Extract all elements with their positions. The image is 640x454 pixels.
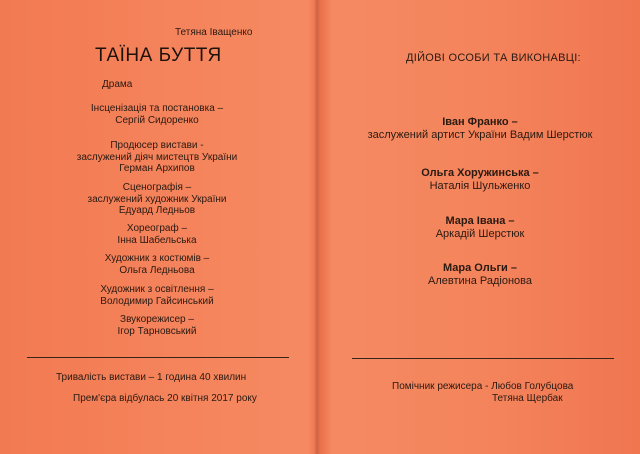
assistant-name-2: Тетяна Щербак [492, 393, 563, 404]
credit-role: Інсценізація та постановка – [90, 103, 224, 114]
right-page [320, 0, 640, 454]
credit-role-detail: заслужений діяч мистецтв України [76, 151, 238, 163]
duration-text: Тривалість вистави – 1 година 40 хвилин [56, 372, 247, 383]
assistant-director-line [392, 381, 573, 392]
credit-role-detail: заслужений художник України [87, 193, 227, 205]
credit-name: Інна Шабельська [117, 234, 197, 246]
credit-role: Художник з костюмів – [104, 253, 210, 264]
credit-name: Ігор Тарновський [117, 325, 197, 337]
left-page [0, 0, 316, 454]
credit-name: Ольга Ледньова [119, 264, 195, 276]
assistant-label: Помічник режисера - [392, 381, 489, 392]
credit-block [32, 314, 282, 337]
credit-role: Хореограф – [126, 223, 188, 234]
play-title: ТАЇНА БУТТЯ [95, 45, 222, 66]
actor-name: Аркадій Шерстюк [435, 228, 525, 240]
credit-name: Едуард Ледньов [118, 205, 196, 216]
credit-name: Володимир Гайсинський [100, 295, 214, 307]
credit-block [32, 284, 282, 307]
credit-name: Герман Архипов [119, 163, 195, 174]
actor-name: заслужений артист України Вадим Шерстюк [367, 129, 593, 141]
character-name: Мара Ольги – [443, 262, 517, 274]
credit-name: Сергій Сидоренко [115, 114, 199, 126]
cast-entry [330, 262, 630, 288]
cast-entry [330, 215, 630, 241]
divider-line [352, 358, 614, 359]
character-name: Мара Івана – [445, 215, 515, 227]
credit-role: Сценографія – [122, 182, 192, 193]
character-name: Ольга Хоружинська – [421, 167, 539, 179]
credit-block [32, 223, 282, 246]
actor-name: Наталія Шульженко [429, 180, 531, 192]
premiere-text: Прем'єра відбулась 20 квітня 2017 року [73, 393, 257, 404]
credit-block [32, 103, 282, 126]
credit-role: Звукорежисер – [120, 314, 194, 325]
cast-entry [330, 116, 630, 142]
cast-entry [330, 167, 630, 193]
divider-line [27, 357, 289, 358]
assistant-name: Любов Голубцова [491, 381, 574, 392]
character-name: Іван Франко – [442, 116, 518, 128]
credit-block [32, 253, 282, 276]
credit-role: Продюсер вистави - [110, 140, 204, 151]
credit-block [32, 140, 282, 175]
credit-role: Художник з освітлення – [100, 284, 214, 295]
cast-heading: ДІЙОВІ ОСОБИ ТА ВИКОНАВЦІ: [406, 52, 581, 64]
play-genre: Драма [102, 79, 133, 90]
author-name: Тетяна Іващенко [175, 27, 253, 38]
credit-block [32, 182, 282, 217]
actor-name: Алевтина Радіонова [427, 275, 532, 287]
